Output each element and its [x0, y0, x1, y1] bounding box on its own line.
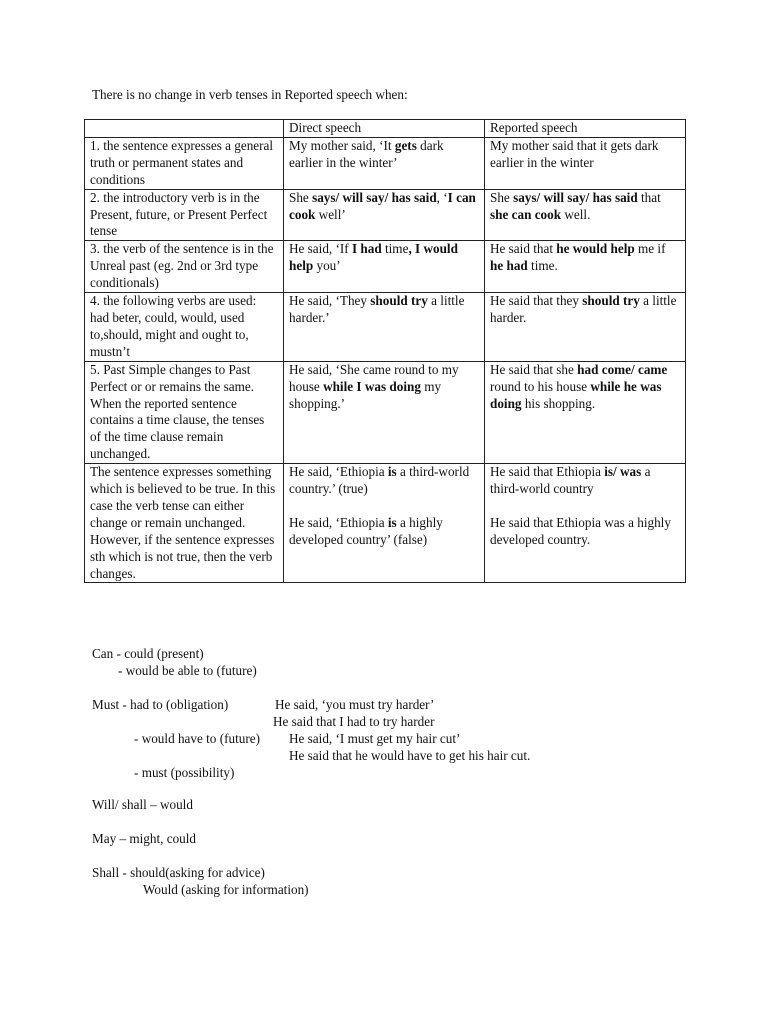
text-segment: time.	[527, 258, 558, 274]
table-row	[85, 189, 686, 241]
note-may: May – might, could	[92, 831, 197, 846]
reported-speech-table	[84, 119, 686, 583]
text-segment: My mother said, ‘It	[289, 137, 395, 153]
text-segment: well’	[315, 206, 346, 222]
condition-cell: 2. the introductory verb is in the Present, future, or Present Perfect tense	[85, 189, 284, 241]
bold-segment: , I would help	[289, 241, 458, 274]
bold-segment: I had	[351, 241, 382, 257]
note-shall-2: Would (asking for information)	[143, 882, 309, 897]
note-must-3: - must (possibility)	[134, 765, 235, 780]
bold-segment: I can cook	[289, 189, 476, 222]
reported-speech-cell	[485, 361, 686, 463]
text-segment: She	[289, 189, 313, 205]
text-segment: round to his house	[490, 378, 591, 394]
text-segment: a little harder.’	[289, 293, 465, 325]
table-row	[85, 293, 686, 362]
text-segment: He said that they	[490, 293, 583, 309]
note-must-1: Must - had to (obligation)	[92, 697, 229, 712]
direct-speech-cell	[284, 464, 485, 583]
bold-segment: says/ will say/ has said	[513, 189, 638, 205]
bold-segment: while I was doing	[323, 378, 421, 394]
note-shall-1: Shall - should(asking for advice)	[92, 865, 265, 880]
text-segment: He said, ‘Ethiopia	[289, 464, 388, 480]
text-segment: a third-world country	[490, 464, 651, 497]
text-segment: a highly developed country’ (false)	[289, 514, 443, 547]
reported-speech-cell	[485, 189, 686, 241]
intro-text: There is no change in verb tenses in Reported speech when:	[92, 87, 408, 102]
header-reported-speech: Reported speech	[485, 120, 686, 138]
text-segment: He said that Ethiopia	[490, 464, 605, 480]
condition-cell: 1. the sentence expresses a general truth or permanent states and conditions	[85, 137, 284, 189]
note-can-2: - would be able to (future)	[118, 663, 257, 678]
direct-speech-cell	[284, 189, 485, 241]
header-direct-speech: Direct speech	[284, 120, 485, 138]
reported-speech-cell	[485, 293, 686, 362]
bold-segment: had come/ came	[577, 361, 668, 377]
paragraph-gap	[490, 498, 680, 515]
bold-segment: says/ will say/ has said	[312, 189, 437, 205]
text-segment: She	[490, 189, 514, 205]
text-segment: My mother said that it gets dark earlier in the winter	[490, 137, 659, 170]
condition-cell: 4. the following verbs are used: had beter, could, would, used to,should, might and ought to, mustn’t	[85, 293, 284, 362]
note-must-2: - would have to (future)	[134, 731, 260, 746]
text-segment: He said that	[490, 241, 557, 257]
text-segment: me if	[634, 241, 666, 257]
reported-speech-cell	[485, 137, 686, 189]
text-segment: He said, ‘If	[289, 241, 352, 257]
condition-cell: The sentence expresses something which is believed to be true. In this case the verb tense can either change or remain unchanged. However, if the sentence expresses sth which is not true, then the verb changes.	[85, 464, 284, 583]
bold-segment: is	[387, 464, 397, 480]
table-row	[85, 464, 686, 583]
note-must-1-example-reported: He said that I had to try harder	[273, 714, 435, 729]
reported-speech-cell	[485, 241, 686, 293]
text-segment: his shopping.	[521, 395, 596, 411]
note-must-2-example-reported: He said that he would have to get his hair cut.	[289, 748, 531, 763]
table-row	[85, 361, 686, 463]
text-segment: He said that she	[490, 361, 578, 377]
direct-speech-cell	[284, 361, 485, 463]
bold-segment: should try	[370, 293, 428, 309]
text-segment: a little harder.	[490, 293, 677, 325]
condition-cell: 5. Past Simple changes to Past Perfect or or remains the same. When the reported sentence contains a time clause, the tenses of the time clause remain unchanged.	[85, 361, 284, 463]
text-segment: a third-world country.’ (true)	[289, 464, 470, 497]
paragraph-gap	[289, 498, 479, 515]
bold-segment: while he was doing	[490, 378, 662, 411]
direct-speech-cell	[284, 241, 485, 293]
text-segment: dark earlier in the winter’	[289, 137, 444, 170]
text-segment: my shopping.’	[289, 378, 442, 411]
text-segment: you’	[313, 258, 341, 274]
bold-segment: is	[387, 514, 397, 530]
text-segment: He said, ‘They	[289, 293, 371, 309]
bold-segment: is/ was	[604, 464, 642, 480]
bold-segment: he had	[490, 258, 528, 274]
text-segment: He said, ‘Ethiopia	[289, 514, 388, 530]
text-segment: , ‘	[436, 189, 448, 205]
bold-segment: he would help	[556, 241, 635, 257]
table-row	[85, 137, 686, 189]
note-will: Will/ shall – would	[92, 797, 193, 812]
text-segment: He said, ‘She came round to my house	[289, 361, 459, 394]
text-segment: well.	[561, 206, 591, 222]
condition-cell: 3. the verb of the sentence is in the Unreal past (eg. 2nd or 3rd type conditionals)	[85, 241, 284, 293]
table-header-row	[85, 120, 686, 138]
note-must-2-example: He said, ‘I must get my hair cut’	[289, 731, 461, 746]
table-row	[85, 241, 686, 293]
direct-speech-cell	[284, 293, 485, 362]
text-segment: time	[381, 241, 409, 257]
note-must-1-example: He said, ‘you must try harder’	[275, 697, 435, 712]
direct-speech-cell	[284, 137, 485, 189]
note-can-1: Can - could (present)	[92, 646, 204, 661]
bold-segment: she can cook	[490, 206, 562, 222]
bold-segment: should try	[582, 293, 640, 309]
header-condition	[85, 120, 284, 138]
text-segment: that	[637, 189, 661, 205]
bold-segment: gets	[394, 137, 417, 153]
reported-speech-cell	[485, 464, 686, 583]
text-segment: He said that Ethiopia was a highly developed country.	[490, 514, 671, 547]
